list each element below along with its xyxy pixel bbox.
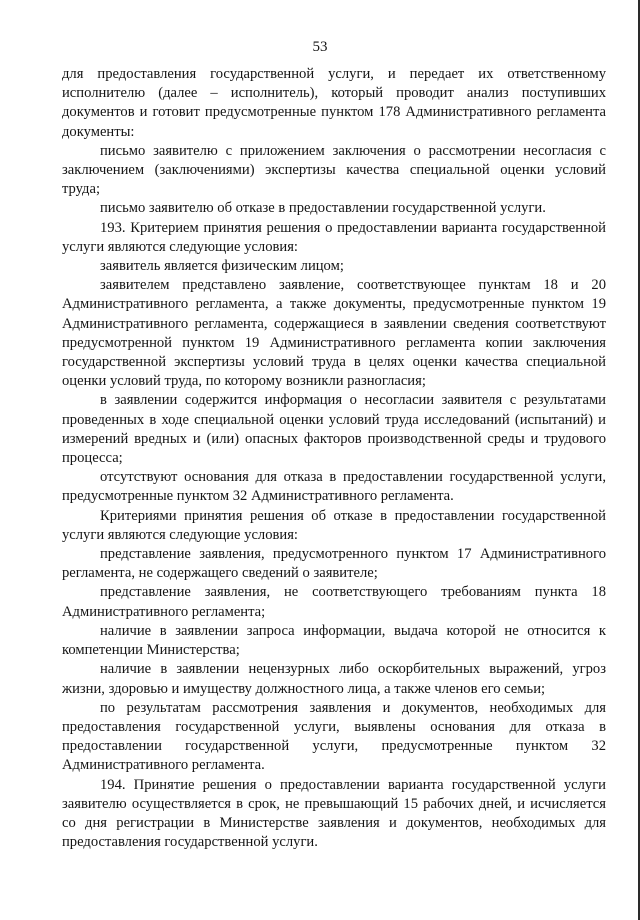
page-number: 53 <box>312 39 328 55</box>
paragraph-refusal-grounds-found: по результатам рассмотрения заявления и документов, необходимых для предоставления государственной услуги, выявлены основания для отказа в предоставлении государственной услуги, предусмотренные пунктом 32 Административного регламента. <box>62 699 606 774</box>
paragraph-application-submitted: заявителем представлено заявление, соответствующее пунктам 18 и 20 Административного регламента, а также документы, предусмотренные пунктом 19 Административного регламента, содержащиеся в заявлении сведения соответствуют предусмотренной пунктом 19 Административного регламента копии заключения государственной экспертизы условий труда в целях оценки качества специальной оценки условий труда, по которому возникли разногласия; <box>62 277 606 390</box>
paragraph-continuation: для предоставления государственной услуги, и передает их ответственному исполнителю (далее – исполнитель), который проводит анализ поступивших документов и готовит предусмотренные пунктом 178 Административного регламента документы: <box>62 66 606 140</box>
paragraph-applicant-individual: заявитель является физическим лицом; <box>100 258 344 275</box>
document-body <box>62 65 606 852</box>
paragraph-letter-refusal: письмо заявителю об отказе в предоставлении государственной услуги. <box>100 200 546 217</box>
paragraph-noncompliant-application: представление заявления, не соответствующего требованиям пункта 18 Административного регламента; <box>62 584 606 620</box>
paragraph-193-criteria: 193. Критерием принятия решения о предоставлении варианта государственной услуги являются следующие условия: <box>62 219 606 255</box>
paragraph-disagreement-info: в заявлении содержится информация о несогласии заявителя с результатами проведенных в ходе специальной оценки условий труда исследований (испытаний) и измерений вредных и (или) опасных факторов производственной среды и трудового процесса; <box>62 392 606 467</box>
paragraph-no-applicant-info: представление заявления, предусмотренного пунктом 17 Административного регламента, не содержащего сведений о заявителе; <box>62 546 606 582</box>
paragraph-out-of-competence: наличие в заявлении запроса информации, выдача которой не относится к компетенции Министерства; <box>62 622 606 659</box>
paragraph-offensive-content: наличие в заявлении нецензурных либо оскорбительных выражений, угроз жизни, здоровью и имуществу должностного лица, а также членов его семьи; <box>62 661 606 697</box>
paragraph-letter-conclusion: письмо заявителю с приложением заключения о рассмотрении несогласия с заключением (заключениями) экспертизы качества специальной оценки условий труда; <box>62 142 606 198</box>
paragraph-refusal-criteria: Критериями принятия решения об отказе в предоставлении государственной услуги являются следующие условия: <box>62 507 606 543</box>
paragraph-no-refusal-grounds: отсутствуют основания для отказа в предоставлении государственной услуги, предусмотренные пунктом 32 Административного регламента. <box>62 469 606 505</box>
paragraph-194-decision-term: 194. Принятие решения о предоставлении варианта государственной услуги заявителю осуществляется в срок, не превышающий 15 рабочих дней, и исчисляется со дня регистрации в Министерстве заявления и документов, необходимых для предоставления государственной услуги. <box>62 776 606 851</box>
